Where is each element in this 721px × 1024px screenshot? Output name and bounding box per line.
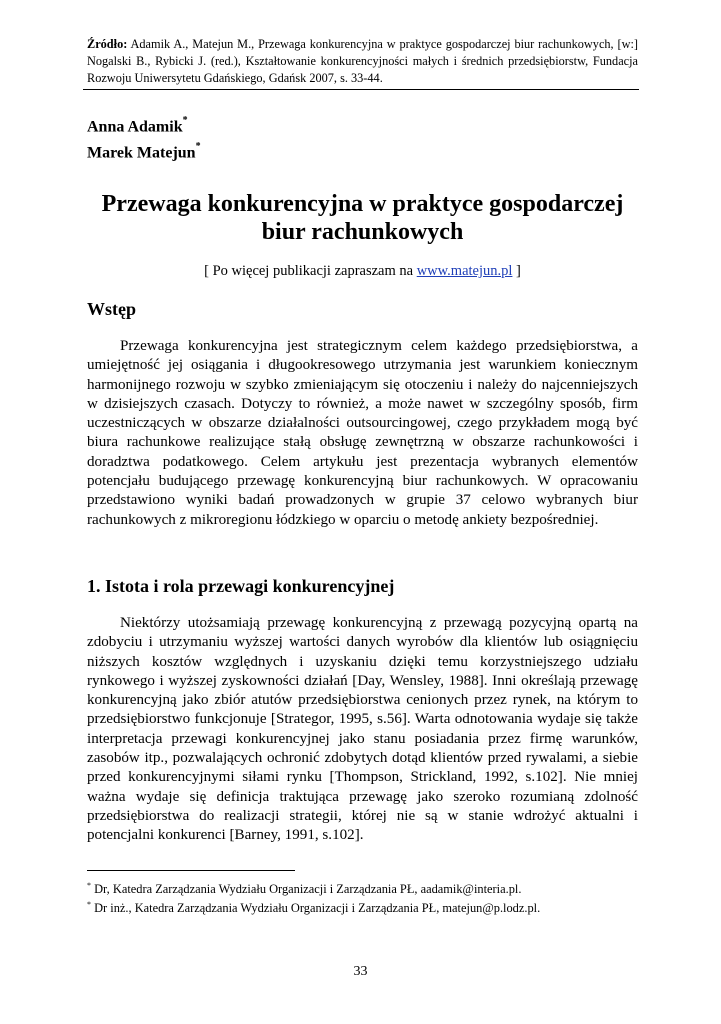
title-line: Przewaga konkurencyjna w praktyce gospodarczej <box>101 191 624 217</box>
footnote <box>87 878 638 897</box>
footnote <box>87 897 638 916</box>
section-heading: Wstęp <box>87 299 136 319</box>
publications-note <box>87 262 638 280</box>
author-list <box>87 112 201 165</box>
author-name: Anna Adamik <box>87 118 183 136</box>
source-label: Źródło: <box>87 37 128 51</box>
footnote-mark: * <box>87 881 91 890</box>
footnotes <box>87 878 638 916</box>
author-name: Marek Matejun <box>87 144 196 162</box>
footnote-mark: * <box>87 900 91 910</box>
source-citation <box>87 36 638 87</box>
page-number: 33 <box>353 964 368 979</box>
author <box>87 112 201 138</box>
title-line: biur rachunkowych <box>261 219 464 245</box>
website-link[interactable]: www.matejun.pl <box>416 263 513 279</box>
footnote-text: Dr, Katedra Zarządzania Wydziału Organizacji i Zarządzania PŁ, aadamik@interia.pl. <box>94 882 522 897</box>
body-paragraph: Przewaga konkurencyjna jest strategicznym celem każdego przedsiębiorstwa, a umiejętność jej osiągania i długookresowego utrzymania jest warunkiem koniecznym harmonijnego rozwoju w szybko zmieniającym się otoczeniu i należy do najcenniejszych w dzisiejszych czasach. Dotyczy to również, a może nawet w szczególny sposób, firm uczestniczących w obszarze działalności outsourcingowej, czego przykładem mogą być biura rachunkowe realizujące stałą obsługę zewnętrzną w obszarze rachunkowości i doradztwa podatkowego. Celem artykułu jest prezentacja wybranych elementów potencjału budującego przewagę konkurencyjną biur rachunkowych. W opracowaniu przedstawiono wyniki badań prowadzonych w grupie 37 celowo wybranych biur rachunkowych z mikroregionu łódzkiego w oparciu o metodę ankiety bezpośredniej. <box>87 338 638 528</box>
header-divider <box>83 89 639 90</box>
body-paragraph: Niektórzy utożsamiają przewagę konkurencyjną z przewagą pozycyjną opartą na zdobyciu i utrzymaniu wyższej wartości danych wyrobów dla klientów lub osiągnięciu niższych kosztów względnych i uzyskaniu dzięki temu korzystniejszego udziału rynkowego i wyższej zyskowności działań [Day, Wensley, 1988]. Inni określają przewagę konkurencyjną jako zbiór atutów przedsiębiorstwa cenionych przez rynek, na którym to przedsiębiorstwo funkcjonuje [Strategor, 1995, s.56]. Warta odnotowania wydaje się także interpretacja przewagi konkurencyjnej jako stanu posiadania przez firmę warunków, zasobów itp., pozwalających ochronić zdobytych dotąd klientów przed rywalami, a siebie przed konkurencyjnymi siłami rynku [Thompson, Strickland, 1992, s.102]. Nie mniej ważna wydaje się definicja traktująca przewagę jako szeroko rozumianą zdolność przedsiębiorstwa do realizacji strategii, której nie są w stanie wdrożyć aktualni i potencjalni konkurenci [Barney, 1991, s.102]. <box>87 615 638 844</box>
source-text: Adamik A., Matejun M., Przewaga konkurencyjna w praktyce gospodarczej biur rachunkowych, [w:] Nogalski B., Rybicki J. (red.), Kształtowanie konkurencyjności małych i średnich przedsiębiorstw, Fundacja Rozwoju Uniwersytetu Gdańskiego, Gdańsk 2007, s. 33-44. <box>87 37 638 85</box>
section-heading: 1. Istota i rola przewagi konkurencyjnej <box>87 576 395 596</box>
paper-title <box>87 190 638 246</box>
footnote-mark: * <box>195 141 201 153</box>
author <box>87 138 201 164</box>
note-suffix: ] <box>516 263 521 279</box>
footnote-text: Dr inż., Katedra Zarządzania Wydziału Organizacji i Zarządzania PŁ, matejun@p.lodz.pl. <box>94 901 541 916</box>
note-prefix: [ Po więcej publikacji zapraszam na <box>204 263 414 279</box>
footnote-mark: * <box>182 115 188 126</box>
footnote-divider <box>87 870 295 871</box>
